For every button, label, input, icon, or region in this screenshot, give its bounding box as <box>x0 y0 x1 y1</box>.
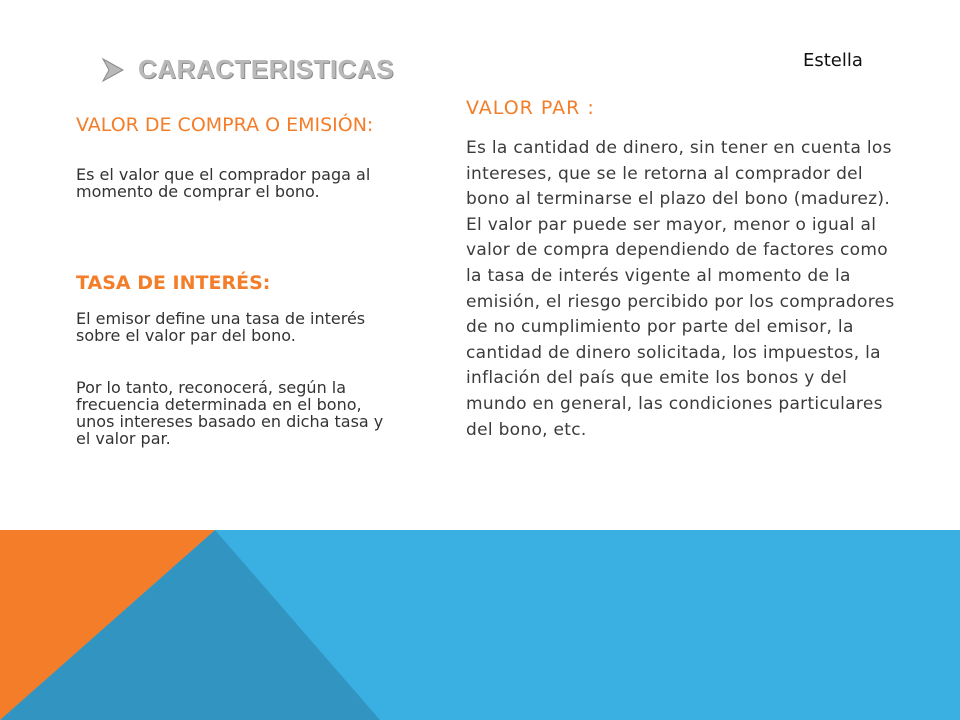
text-tasa-interes-2: Por lo tanto, reconocerá, según la frecuencia determinada en el bono, unos intereses basado en dicha tasa y el valor par. <box>76 378 384 448</box>
heading-tasa-interes: TASA DE INTERÉS: <box>76 272 271 294</box>
text-valor-par: Es la cantidad de dinero, sin tener en cuenta los intereses, que se le retorna al comprador del bono al terminarse el plazo del bono (madurez). El valor par puede ser mayor, menor o igual al valor de compra dependiendo de factores como la tasa de interés vigente al momento de la emisión, el riesgo percibido por los compradores de no cumplimiento por parte del emisor, la cantidad de dinero solicitada, los impuestos, la inflación del país que emite los bonos y del mundo en general, las condiciones particulares del bono, etc. <box>466 138 895 440</box>
author-name: Estella <box>803 50 863 71</box>
section-title-row <box>100 54 394 85</box>
text-tasa-interes-1: El emisor define una tasa de interés sobre el valor par del bono. <box>76 309 366 345</box>
chevron-right-arrow-icon <box>100 57 126 83</box>
heading-valor-par: VALOR PAR : <box>466 97 595 119</box>
heading-valor-compra: VALOR DE COMPRA O EMISIÓN: <box>76 114 374 136</box>
text-valor-compra: Es el valor que el comprador paga al momento de comprar el bono. <box>76 165 371 201</box>
footer-decoration <box>0 530 960 720</box>
section-title: CARACTERISTICAS <box>138 54 394 84</box>
